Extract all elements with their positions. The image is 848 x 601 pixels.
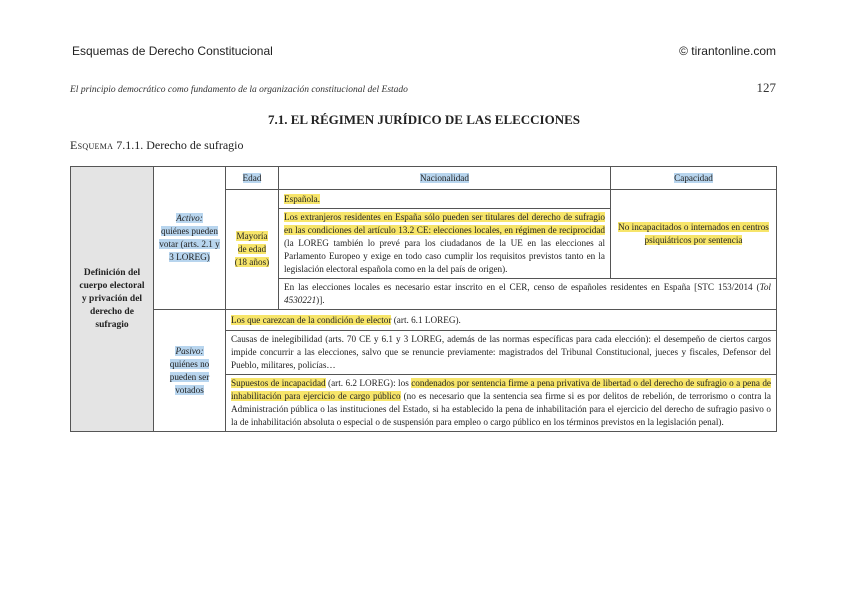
section-title: 7.1. EL RÉGIMEN JURÍDICO DE LAS ELECCIONES (267, 112, 581, 127)
running-title: El principio democrático como fundamento de la organización constitucional del Estado (70, 85, 408, 95)
running-head (70, 80, 776, 96)
passive-desc: quiénes no pueden ser votados (169, 358, 210, 395)
scheme-label-title: Derecho de sufragio (146, 138, 244, 152)
capacity-cell: No incapacitados o internados en centros psiquiátricos por sentencia (611, 190, 777, 279)
passive-incapacity-cell: Supuestos de incapacidad (art. 6.2 LOREG): los condenados por sentencia firme a pena privativa de libertad o del derecho de sufragio o a pena de inhabilitación para ejercicio de cargo público (no es necesario que la sentencia sea firme si es por delitos de rebelión, de terrorismo o contra la Administración pública o las instituciones del Estado, si ha establecido la pena de inhabilitación para el ejercicio del derecho de sufragio pasivo o la de inhabilitación absoluta o especial o de suspensión para empleo o cargo público en los términos previstos en la legislación penal). (226, 375, 777, 432)
age-cell: Mayoría de edad (18 años) (226, 190, 279, 310)
nationality-local-cell: En las elecciones locales es necesario estar inscrito en el CER, censo de españoles residentes en España [STC 153/2014 (Tol 4530221)]. (279, 279, 777, 310)
nationality-spanish-cell: Española. (279, 190, 611, 209)
page-number: 127 (756, 80, 776, 95)
scheme-label-word: Esquema (70, 138, 114, 152)
passive-label: Pasivo: (175, 345, 204, 356)
passive-ineligibility-cell: Causas de inelegibilidad (arts. 70 CE y 6.1 y 3 LOREG, además de las normas específicas para cada elección): el desempeño de ciertos cargos impide concurrir a las elecciones, salvo que se renuncie previamente: magistrados del Tribunal Constitucional, jueces y fiscales, Defensor del Pueblo, militares, policías… (226, 331, 777, 375)
definition-cell: Definición del cuerpo electoral y privación del derecho de sufragio (71, 167, 154, 432)
nationality-foreign-cell: Los extranjeros residentes en España sólo pueden ser titulares del derecho de sufragio en las condiciones del artículo 13.2 CE: elecciones locales, en régimen de reciprocidad (la LOREG también lo prevé para los ciudadanos de la UE en las elecciones al Parlamento Europeo y exige en todo caso cumplir los requisitos previstos tanto en la legislación electoral española como en la del país de origen). (279, 209, 611, 279)
page-header (72, 44, 776, 58)
passive-suffrage-cell (154, 310, 226, 432)
header-nationality: Nacionalidad (279, 167, 611, 190)
scheme-label (70, 138, 244, 153)
active-suffrage-cell (154, 167, 226, 310)
table-row (71, 167, 777, 190)
scheme-label-number: 7.1.1. (116, 138, 144, 152)
passive-elector-cell: Los que carezcan de la condición de elector (art. 6.1 LOREG). (226, 310, 777, 331)
active-label: Activo: (176, 213, 203, 223)
active-desc: quiénes pueden votar (arts. 2.1 y 3 LOREG) (159, 226, 220, 262)
suffrage-scheme-table (70, 166, 777, 432)
publisher-credit: © tirantonline.com (679, 44, 776, 58)
header-age: Edad (226, 167, 279, 190)
case-reference: Tol 4530221 (284, 282, 771, 305)
header-capacity: Capacidad (611, 167, 777, 190)
book-title: Esquemas de Derecho Constitucional (72, 44, 273, 58)
table-row (71, 310, 777, 331)
